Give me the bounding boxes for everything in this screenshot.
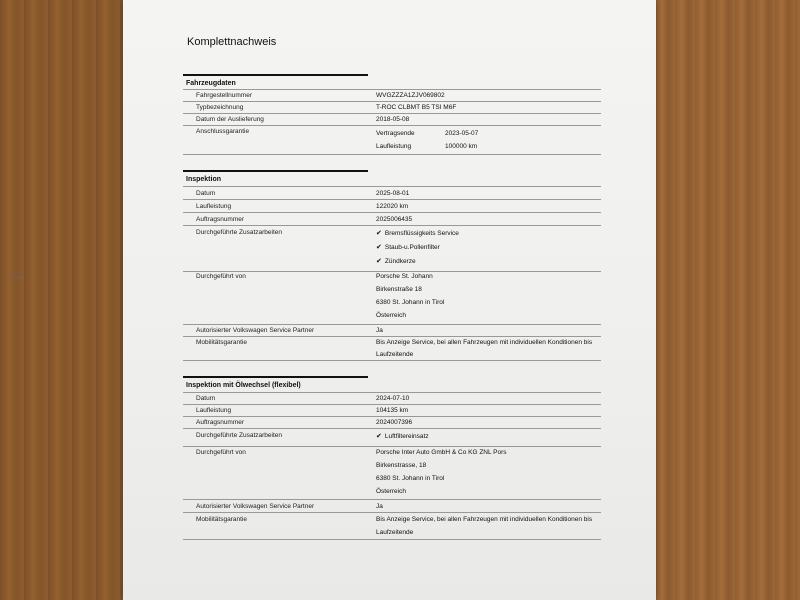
row-label: Laufleistung [196,407,232,414]
row-value: 2025006435 [376,216,413,223]
address-line: Birkenstrasse, 18 [376,462,427,469]
table-row [183,125,601,155]
row-value: T-ROC CLBMT B5 TSI M6F [376,104,457,111]
row-value: Bis Anzeige Service, bei allen Fahrzeugen mit individuellen Konditionen bis [376,516,593,523]
row-value: Ja [376,503,383,510]
check-icon: ✔ [376,244,382,251]
address-line: Österreich [376,312,406,319]
row-value: WVGZZZA1ZJV069802 [376,92,445,99]
document-page [123,0,656,600]
row-value: 100000 km [445,143,478,150]
list-item: ✔ Bremsflüssigkeits Service [376,230,459,237]
address-line: Porsche Inter Auto GmbH & Co KG ZNL Pors [376,449,507,456]
wood-table-left [0,0,125,600]
row-label: Mobilitätsgarantie [196,339,247,346]
row-label: Datum [196,395,216,402]
address-line: 6380 St. Johann in Tirol [376,299,445,306]
row-sublabel: Vertragsende [376,130,415,137]
row-value: 104135 km [376,407,409,414]
table-row [183,271,601,325]
row-value: 2024007396 [376,419,413,426]
row-label: Auftragsnummer [196,419,245,426]
table-row [183,499,601,513]
section-bar [183,376,368,378]
list-item: ✔ Staub-u.Pollenfilter [376,244,440,251]
row-value: Laufzeitende [376,529,414,536]
row-value: 2023-05-07 [445,130,479,137]
address-line: Österreich [376,488,406,495]
wood-table-right [655,0,800,600]
row-label: Durchgeführt von [196,273,246,280]
list-item: ✔ Zündkerze [376,258,416,265]
row-label: Typbezeichnung [196,104,244,111]
pencil-mark [10,277,24,278]
row-value: Bis Anzeige Service, bei allen Fahrzeugen mit individuellen Konditionen bis [376,339,593,346]
row-value: 122020 km [376,203,409,210]
table-row [183,512,601,540]
list-item: ✔ Luftfiltereinsatz [376,433,429,440]
table-row [183,186,601,200]
section-title: Inspektion [186,176,222,183]
row-label: Durchgeführt von [196,449,246,456]
row-value: 2024-07-10 [376,395,410,402]
address-line: Porsche St. Johann [376,273,433,280]
row-label: Datum [196,190,216,197]
check-icon: ✔ [376,230,382,237]
check-icon: ✔ [376,433,382,440]
row-value: 2018-05-08 [376,116,410,123]
row-label: Mobilitätsgarantie [196,516,247,523]
address-line: Birkenstraße 18 [376,286,422,293]
table-row [183,428,601,447]
row-label: Auftragsnummer [196,216,245,223]
row-value: Laufzeitende [376,351,414,358]
row-label: Durchgeführte Zusatzarbeiten [196,432,282,439]
row-label: Datum der Auslieferung [196,116,264,123]
row-label: Autorisierter Volkswagen Service Partner [196,503,315,510]
table-row [183,199,601,213]
row-sublabel: Laufleistung [376,143,412,150]
row-label: Laufleistung [196,203,232,210]
row-label: Durchgeführte Zusatzarbeiten [196,229,282,236]
section-bar [183,170,368,172]
section-title: Fahrzeugdaten [186,80,236,87]
check-icon: ✔ [376,258,382,265]
table-row [183,446,601,500]
document-title: Komplettnachweis [187,36,277,48]
address-line: 6380 St. Johann in Tirol [376,475,445,482]
table-row [183,212,601,226]
table-row [183,225,601,272]
row-label: Anschlussgarantie [196,128,250,135]
row-label: Autorisierter Volkswagen Service Partner [196,327,315,334]
row-value: Ja [376,327,383,334]
table-row [183,336,601,361]
section-title: Inspektion mit Ölwechsel (flexibel) [186,382,301,389]
row-value: 2025-08-01 [376,190,410,197]
section-bar [183,74,368,76]
row-label: Fahrgestellnummer [196,92,252,99]
